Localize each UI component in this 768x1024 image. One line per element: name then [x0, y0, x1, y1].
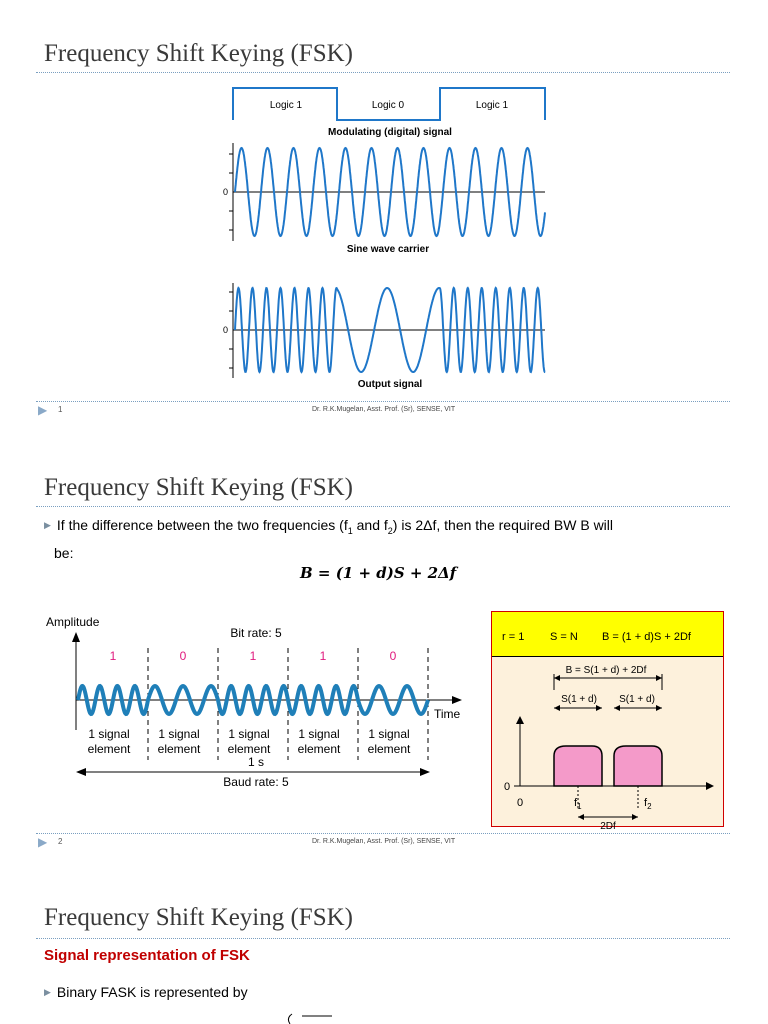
- slide-1: [0, 0, 768, 430]
- bit-label: 0: [179, 649, 187, 663]
- header-b: B = (1 + d)S + 2Df: [602, 631, 691, 643]
- bullet-arrow-icon: ▶: [44, 520, 51, 530]
- amplitude-label: Amplitude: [46, 615, 100, 629]
- signal-element-label: element: [87, 742, 131, 756]
- bit-rate-label: Bit rate: 5: [230, 626, 282, 640]
- carrier-label: Sine wave carrier: [346, 244, 430, 255]
- bullet-arrow-icon: ▶: [44, 987, 51, 997]
- title-divider: [36, 506, 730, 507]
- output-zero-label: 0: [223, 325, 229, 335]
- logic-label-1: Logic 1: [269, 100, 303, 111]
- bandwidth-formula: B = (1 + d)S + 2Δf: [300, 564, 457, 582]
- formula-fragment: [280, 1010, 340, 1024]
- signal-element-label: element: [297, 742, 341, 756]
- bandwidth-label: B = S(1 + d) + 2Df: [565, 665, 647, 676]
- logic-label-2: Logic 0: [371, 100, 405, 111]
- signal-element-label: element: [367, 742, 411, 756]
- signal-element-label: element: [227, 742, 271, 756]
- fsk-waveform-figure: [0, 78, 768, 408]
- logic-label-3: Logic 1: [475, 100, 509, 111]
- footer-author: Dr. R.K.Mugelan, Asst. Prof. (Sr), SENSE, VIT: [312, 406, 456, 413]
- header-r: r = 1: [502, 631, 525, 643]
- footer-arrow-icon: ▶: [38, 403, 48, 417]
- slide-2: [0, 430, 768, 860]
- slide-title: Frequency Shift Keying (FSK): [44, 904, 353, 931]
- slide-title: Frequency Shift Keying (FSK): [44, 40, 353, 67]
- baud-rate-label: Baud rate: 5: [223, 775, 289, 789]
- page-number: 2: [58, 837, 63, 846]
- footer-divider: [36, 833, 730, 834]
- binary-fsk-bullet: ▶ Binary FASK is represented by: [44, 984, 248, 1000]
- spacing-label: 2Df: [600, 821, 616, 830]
- signal-element-label: 1 signal: [88, 727, 130, 741]
- bit-label: 0: [389, 649, 397, 663]
- slide-3: [0, 860, 768, 1024]
- f1-label: $f_1$: [574, 797, 582, 811]
- time-label: Time: [434, 707, 461, 721]
- section-heading: Signal representation of FSK: [44, 947, 250, 964]
- title-divider: [36, 72, 730, 73]
- lobe-f1: [554, 746, 602, 786]
- bit-label: 1: [249, 649, 257, 663]
- f2-label: $f_2$: [644, 797, 652, 811]
- signal-element-label: 1 signal: [368, 727, 410, 741]
- header-s: S = N: [550, 631, 578, 643]
- fsk-bit-rate-figure: [40, 610, 480, 810]
- signal-element-label: 1 signal: [228, 727, 270, 741]
- footer-arrow-icon: ▶: [38, 835, 48, 849]
- signal-element-label: 1 signal: [298, 727, 340, 741]
- bandwidth-bullet: ▶ If the difference between the two frequencies ($f_1$ and $f_2$) is 2Δf, then the required BW B will be:: [44, 517, 614, 561]
- footer-divider: [36, 401, 730, 402]
- footer-author: Dr. R.K.Mugelan, Asst. Prof. (Sr), SENSE, VIT: [312, 838, 456, 845]
- bit-label: 1: [109, 649, 117, 663]
- s-label-right: S(1 + d): [619, 694, 655, 705]
- title-divider: [36, 938, 730, 939]
- signal-element-label: element: [157, 742, 201, 756]
- bandwidth-figure: [490, 610, 726, 830]
- x-zero: 0: [517, 797, 524, 809]
- signal-element-label: 1 signal: [158, 727, 200, 741]
- duration-label: 1 s: [247, 755, 265, 769]
- bit-label: 1: [319, 649, 327, 663]
- modulating-label: Modulating (digital) signal: [328, 127, 452, 138]
- output-label: Output signal: [357, 379, 423, 390]
- s-label-left: S(1 + d): [561, 694, 597, 705]
- lobe-f2: [614, 746, 662, 786]
- carrier-zero-label: 0: [223, 187, 229, 197]
- slide-title: Frequency Shift Keying (FSK): [44, 474, 353, 501]
- y-zero: 0: [504, 781, 511, 793]
- page-number: 1: [58, 405, 63, 414]
